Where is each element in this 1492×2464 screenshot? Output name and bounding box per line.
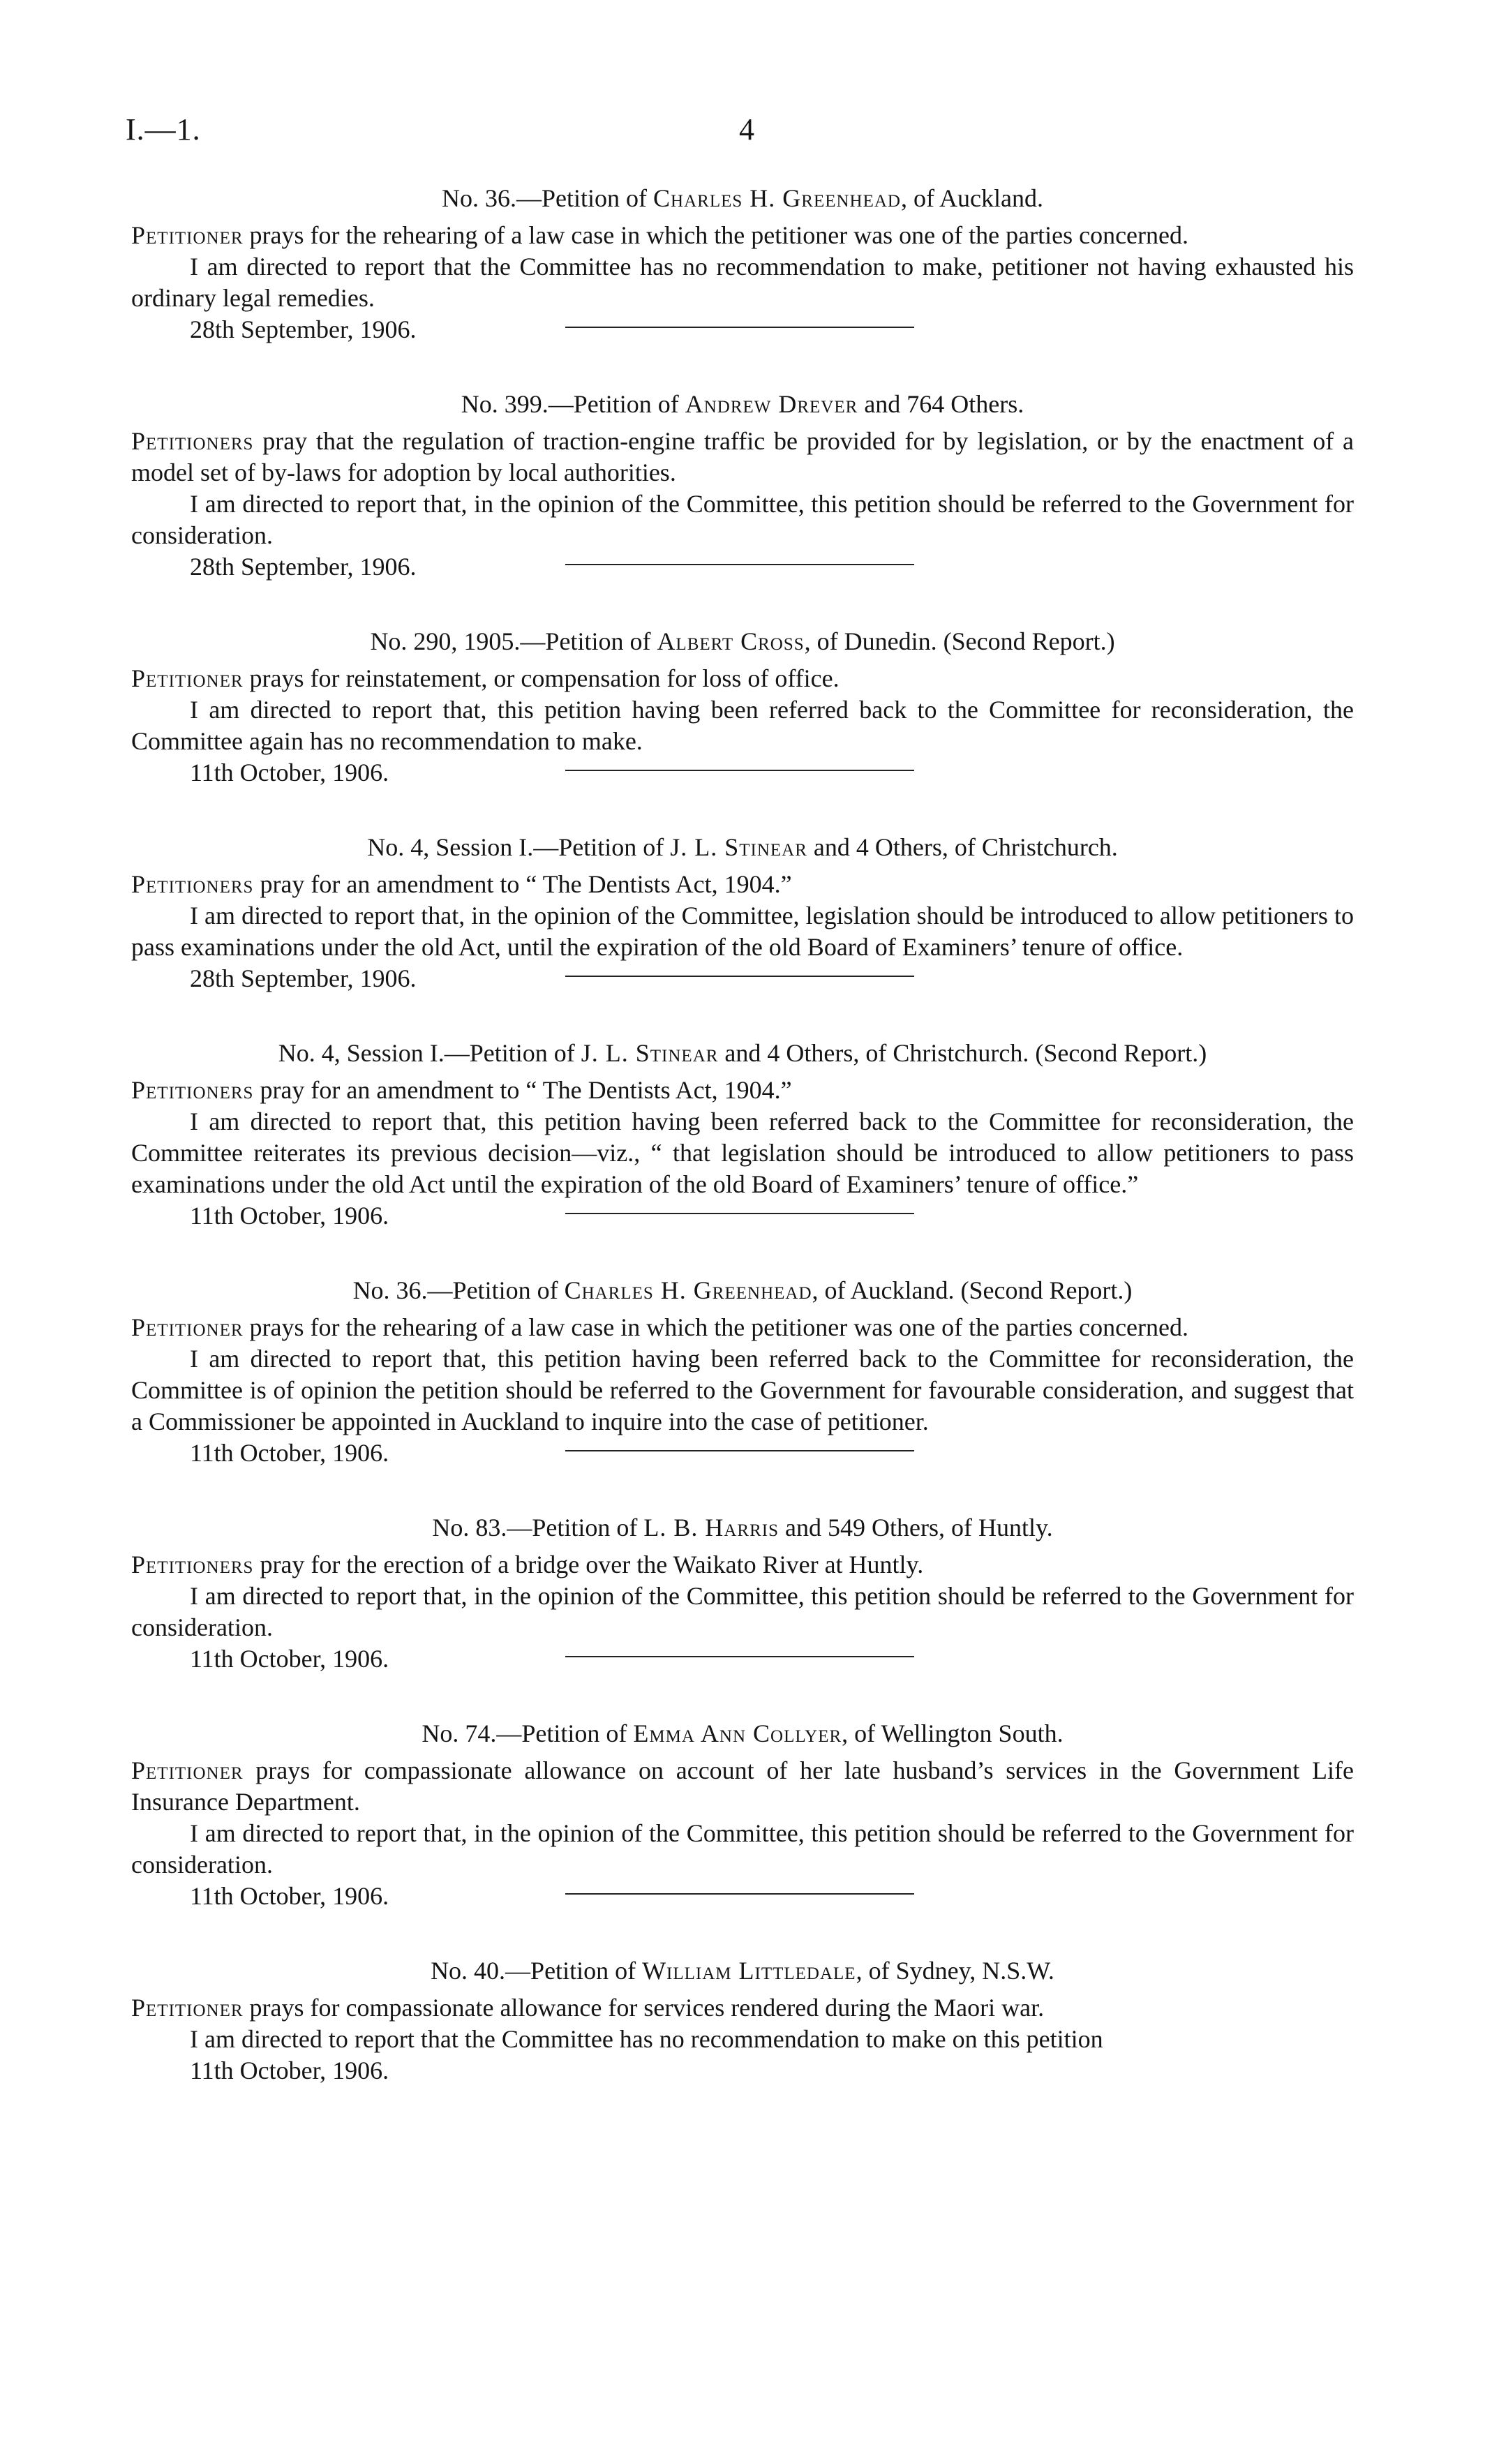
prayer-label: Petitioner: [131, 1994, 244, 2022]
section-divider: [565, 564, 914, 565]
petition-entry: [131, 1275, 1354, 1469]
petition-title: No. 83.—Petition of L. B. Harris and 549 Others, of Huntly.: [432, 1514, 1053, 1541]
page-number: 4: [739, 112, 754, 147]
report-date: 11th October, 1906.: [190, 759, 389, 786]
committee-report: I am directed to report that, this petition having been referred back to the Committee for reconsideration, the Committee reiterates its previous decision—viz., “ that legislation should be introduced to allow petitioners to pass examinations under the old Act until the expiration of the old Board of Examiners’ tenure of office.”: [131, 1107, 1354, 1198]
petition-title: No. 399.—Petition of Andrew Drever and 764 Others.: [461, 390, 1024, 418]
report-date-line: [131, 551, 1354, 583]
committee-report: I am directed to report that, this petition having been referred back to the Committee for reconsideration, the Committee is of opinion the petition should be referred to the Government for favourable consideration, and suggest that a Commissioner be appointed in Auckland to inquire into the case of petitioner.: [131, 1345, 1354, 1435]
petition-prayer: Petitioners pray for an amendment to “ The Dentists Act, 1904.”: [131, 870, 792, 898]
committee-report: I am directed to report that, this petition having been referred back to the Committee for reconsideration, the Committee again has no recommendation to make.: [131, 696, 1354, 755]
petition-prayer: Petitioners pray for the erection of a bridge over the Waikato River at Huntly.: [131, 1551, 924, 1578]
committee-report: I am directed to report that the Committee has no recommendation to make on this petition: [190, 2025, 1103, 2053]
report-date: 11th October, 1906.: [190, 1439, 389, 1467]
petitioner-name: Albert Cross: [657, 627, 805, 655]
petitions-list: [131, 183, 1354, 2130]
section-divider: [565, 976, 914, 977]
petitioner-name: William Littledale: [642, 1957, 856, 1985]
section-divider: [565, 1213, 914, 1214]
petitioner-name: J. L. Stinear: [670, 833, 807, 861]
report-date: 11th October, 1906.: [190, 1882, 389, 1910]
section-divider: [565, 1450, 914, 1451]
petition-title: No. 290, 1905.—Petition of Albert Cross, of Dunedin. (Second Report.): [370, 627, 1115, 655]
prayer-label: Petitioners: [131, 1076, 254, 1104]
report-date-line: [131, 2055, 1354, 2086]
report-date-line: [131, 314, 1354, 345]
committee-report: I am directed to report that the Committee has no recommendation to make, petitioner not having exhausted his ordinary legal remedies.: [131, 253, 1354, 312]
petitioner-name: Andrew Drever: [685, 390, 858, 418]
report-date-line: [131, 1643, 1354, 1675]
report-date: 11th October, 1906.: [190, 2056, 389, 2084]
report-date-line: [131, 1200, 1354, 1232]
petitioner-name: Charles H. Greenhead: [653, 184, 901, 212]
page-reference: I.—1.: [126, 112, 201, 147]
report-date: 28th September, 1906.: [190, 315, 417, 343]
report-date-line: [131, 963, 1354, 994]
prayer-label: Petitioner: [131, 1313, 244, 1341]
petition-title: No. 36.—Petition of Charles H. Greenhead, of Auckland.: [442, 184, 1043, 212]
report-date-line: [131, 757, 1354, 789]
section-divider: [565, 1893, 914, 1895]
report-date-line: [131, 1438, 1354, 1469]
petition-prayer: Petitioner prays for compassionate allowance on account of her late husband’s services in the Government Life Insurance Department.: [131, 1756, 1354, 1816]
prayer-label: Petitioners: [131, 1551, 254, 1578]
petition-title: No. 40.—Petition of William Littledale, of Sydney, N.S.W.: [431, 1957, 1054, 1985]
petition-title: No. 4, Session I.—Petition of J. L. Stinear and 4 Others, of Christchurch. (Second Report.): [278, 1039, 1207, 1067]
prayer-label: Petitioners: [131, 870, 254, 898]
petition-prayer: Petitioner prays for reinstatement, or compensation for loss of office.: [131, 664, 840, 692]
petition-entry: [131, 389, 1354, 583]
petition-prayer: Petitioner prays for compassionate allowance for services rendered during the Maori war.: [131, 1994, 1045, 2022]
committee-report: I am directed to report that, in the opinion of the Committee, this petition should be referred to the Government for consideration.: [131, 490, 1354, 549]
petitioner-name: J. L. Stinear: [581, 1039, 719, 1067]
petition-prayer: Petitioners pray that the regulation of traction-engine traffic be provided for by legislation, or by the enactment of a model set of by-laws for adoption by local authorities.: [131, 427, 1354, 486]
section-divider: [565, 770, 914, 771]
petition-prayer: Petitioners pray for an amendment to “ The Dentists Act, 1904.”: [131, 1076, 792, 1104]
petition-title: No. 36.—Petition of Charles H. Greenhead, of Auckland. (Second Report.): [352, 1276, 1133, 1304]
prayer-label: Petitioner: [131, 221, 244, 249]
petition-entry: [131, 1038, 1354, 1232]
report-date: 28th September, 1906.: [190, 553, 417, 581]
petition-entry: [131, 183, 1354, 345]
report-date: 11th October, 1906.: [190, 1202, 389, 1230]
petition-title: No. 4, Session I.—Petition of J. L. Stinear and 4 Others, of Christchurch.: [367, 833, 1118, 861]
petition-entry: [131, 832, 1354, 994]
petition-entry: [131, 1512, 1354, 1675]
page-header: [126, 112, 1368, 160]
prayer-label: Petitioner: [131, 664, 244, 692]
petition-entry: [131, 1718, 1354, 1912]
petition-prayer: Petitioner prays for the rehearing of a law case in which the petitioner was one of the parties concerned.: [131, 1313, 1188, 1341]
prayer-label: Petitioners: [131, 427, 254, 455]
petition-title: No. 74.—Petition of Emma Ann Collyer, of Wellington South.: [422, 1719, 1064, 1747]
report-date: 28th September, 1906.: [190, 964, 417, 992]
petition-entry: [131, 1955, 1354, 2086]
petition-entry: [131, 626, 1354, 789]
committee-report: I am directed to report that, in the opinion of the Committee, this petition should be referred to the Government for consideration.: [131, 1819, 1354, 1879]
section-divider: [565, 327, 914, 328]
committee-report: I am directed to report that, in the opinion of the Committee, legislation should be introduced to allow petitioners to pass examinations under the old Act, until the expiration of the old Board of Examiners’ tenure of office.: [131, 902, 1354, 961]
petitioner-name: Charles H. Greenhead: [564, 1276, 812, 1304]
petitioner-name: L. B. Harris: [643, 1514, 779, 1541]
petitioner-name: Emma Ann Collyer: [633, 1719, 842, 1747]
committee-report: I am directed to report that, in the opinion of the Committee, this petition should be referred to the Government for consideration.: [131, 1582, 1354, 1641]
report-date-line: [131, 1881, 1354, 1912]
prayer-label: Petitioner: [131, 1756, 244, 1784]
report-date: 11th October, 1906.: [190, 1645, 389, 1673]
petition-prayer: Petitioner prays for the rehearing of a law case in which the petitioner was one of the parties concerned.: [131, 221, 1188, 249]
section-divider: [565, 1656, 914, 1657]
